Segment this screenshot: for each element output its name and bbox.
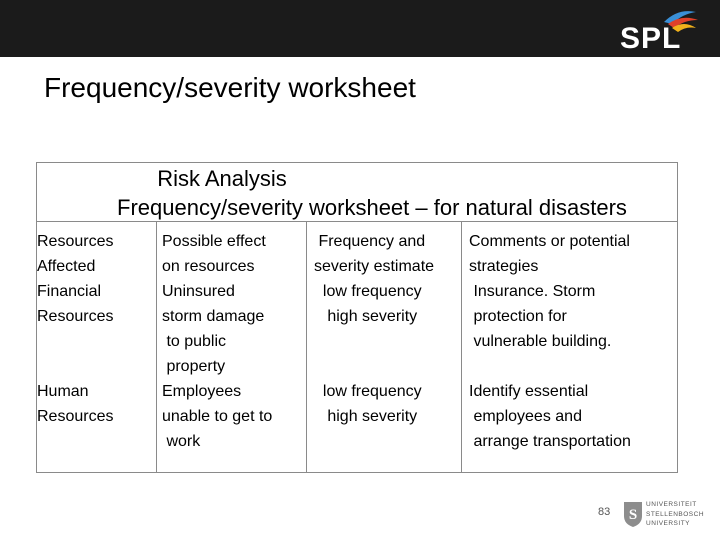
table-cell-effect: Possible effect on resources Uninsured storm damage to public property (162, 233, 266, 375)
university-crest-icon (622, 500, 644, 528)
top-banner (0, 0, 720, 57)
table-cell-estimate: low frequency high severity (322, 383, 422, 425)
table-title-line1: Risk Analysis (157, 166, 287, 191)
page-number: 83 (598, 506, 611, 518)
column-divider (156, 221, 157, 473)
column-divider (306, 221, 307, 473)
table-title-line2: Frequency/severity worksheet – for natural disasters (117, 195, 627, 220)
university-logo (622, 500, 705, 532)
university-name: UNIVERSITEIT STELLENBOSCH UNIVERSITY (646, 501, 705, 527)
table-cell-resources: Human Resources (37, 383, 114, 425)
table-cell-comments: Identify essential employees and arrange transportation (469, 383, 631, 450)
page-title: Frequency/severity worksheet (44, 72, 416, 103)
spl-logo-text: SPL (620, 22, 682, 55)
table-cell-estimate: Frequency and severity estimate low frequency high severity (314, 233, 435, 325)
column-divider (461, 221, 462, 473)
table-cell-resources: Resources Affected Financial Resources (37, 233, 114, 325)
table-cell-effect: Employees unable to get to work (162, 383, 273, 450)
table-title (36, 164, 678, 222)
svg-text:S: S (628, 507, 638, 523)
spl-logo (620, 8, 700, 54)
table-cell-comments: Comments or potential strategies Insurance. Storm protection for vulnerable building. (469, 233, 630, 350)
